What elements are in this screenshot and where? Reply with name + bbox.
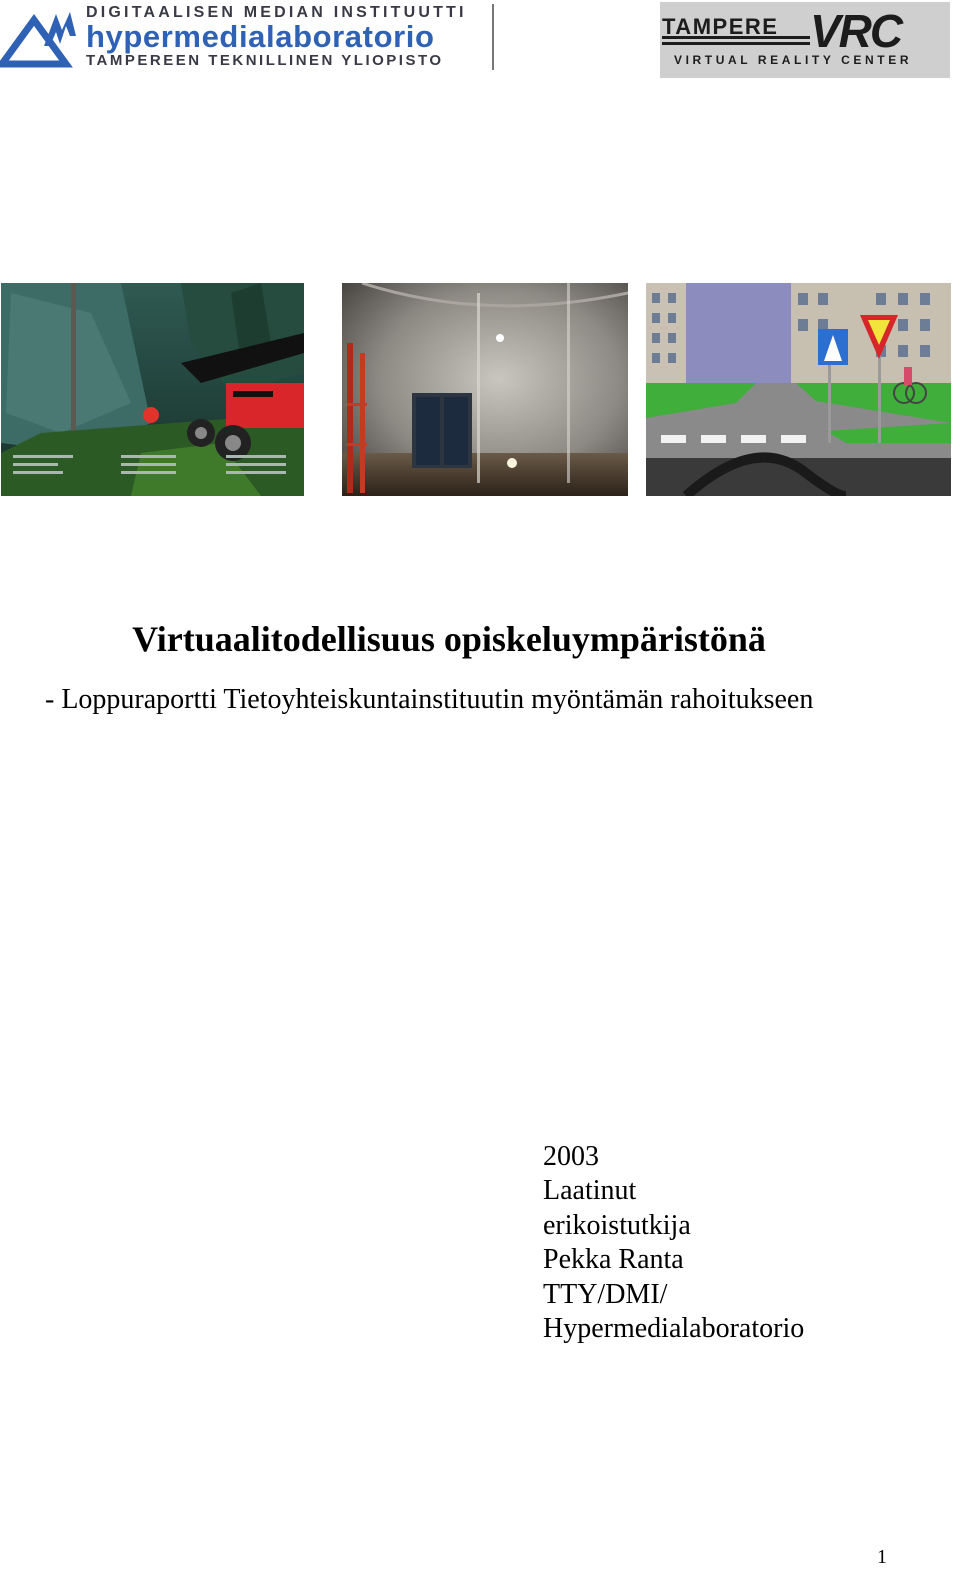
institute-name: DIGITAALISEN MEDIAN INSTITUUTTI — [86, 4, 467, 21]
author-block — [543, 1140, 804, 1346]
virtual-reality-dome-image — [342, 283, 628, 496]
page-number: 1 — [877, 1546, 887, 1568]
author-name: Pekka Ranta — [543, 1244, 684, 1276]
university-name: TAMPEREEN TEKNILLINEN YLIOPISTO — [86, 52, 444, 69]
laboratory-name: Hypermedialaboratorio — [543, 1313, 805, 1345]
publication-year: 2003 — [543, 1141, 599, 1172]
lab-name: hypermedialaboratorio — [86, 19, 435, 54]
vrc-logo-subtitle: VIRTUAL REALITY CENTER — [674, 53, 913, 67]
prepared-by-label: Laatinut — [543, 1175, 637, 1207]
mountain-triangle-logo-icon — [0, 6, 80, 68]
logo-stripe — [662, 42, 810, 45]
organization-path: TTY/DMI/ — [543, 1278, 668, 1310]
hypermedialaboratorio-logo — [0, 0, 500, 74]
traffic-street-simulation-image — [646, 283, 951, 496]
tampere-vrc-logo — [660, 2, 950, 78]
logo-divider — [492, 4, 494, 70]
author-role: erikoistutkija — [543, 1209, 691, 1241]
document-subtitle: - Loppuraportti Tietoyhteiskuntainstituutin myöntämän rahoitukseen — [45, 684, 814, 715]
vrc-logo-tampere: TAMPERE — [662, 14, 779, 39]
document-title: Virtuaalitodellisuus opiskeluympäristönä — [132, 619, 766, 659]
vrc-logo-vrc: VRC — [810, 5, 902, 57]
forest-harvester-simulation-image — [1, 283, 304, 496]
